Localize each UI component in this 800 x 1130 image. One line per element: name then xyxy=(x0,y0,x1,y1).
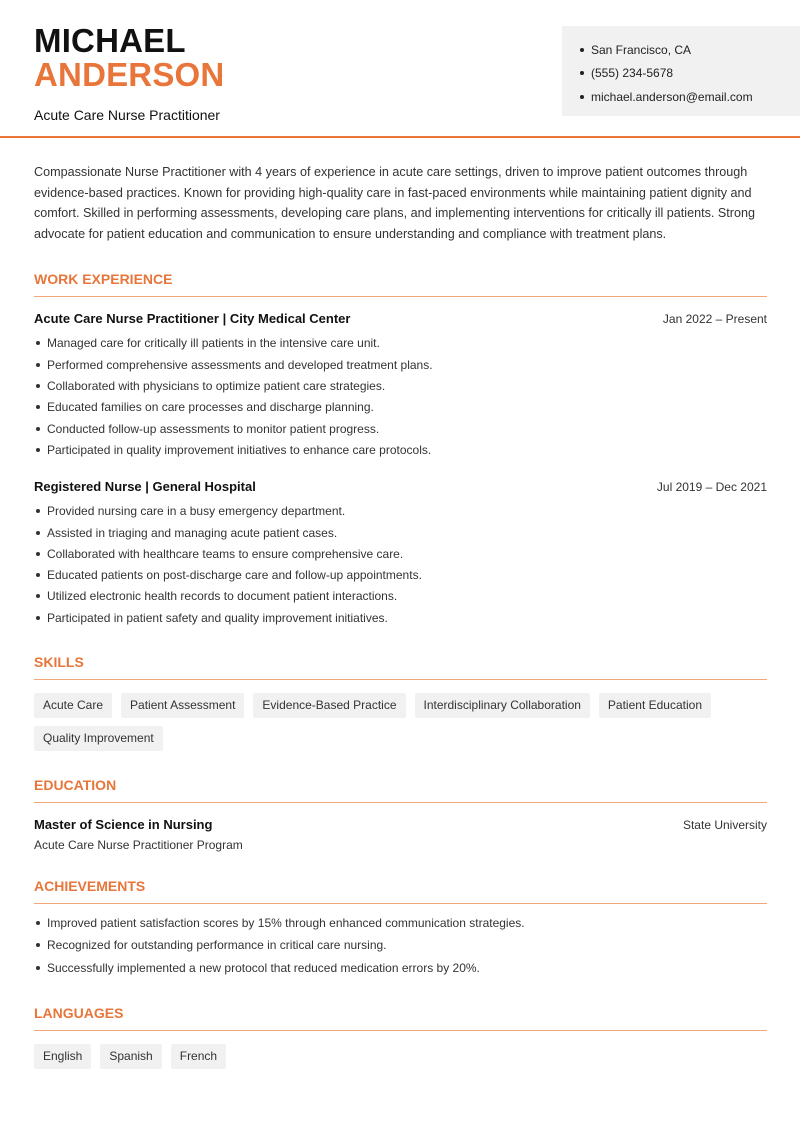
list-item xyxy=(34,607,767,628)
contact-location xyxy=(580,38,800,62)
list-item xyxy=(34,934,767,957)
list-item xyxy=(34,543,767,564)
bullet-text: Utilized electronic health records to document patient interactions. xyxy=(47,589,398,604)
achievement-text: Improved patient satisfaction scores by 15% through enhanced communication strategies. xyxy=(47,915,525,930)
bullet-text: Conducted follow-up assessments to monitor patient progress. xyxy=(47,421,380,436)
bullet-icon xyxy=(580,95,584,99)
language-chip: English xyxy=(34,1044,91,1069)
section-title-work: WORK EXPERIENCE xyxy=(34,271,767,297)
email-text: michael.anderson@email.com xyxy=(591,89,753,104)
skill-chip: Acute Care xyxy=(34,693,112,718)
achievement-text: Recognized for outstanding performance in critical care nursing. xyxy=(47,938,387,953)
bullet-icon xyxy=(36,363,40,367)
bullet-icon xyxy=(36,427,40,431)
bullet-icon xyxy=(36,921,40,925)
bullet-icon xyxy=(36,573,40,577)
degree: Master of Science in Nursing xyxy=(34,817,213,833)
achievements-list xyxy=(34,911,767,979)
list-item xyxy=(34,522,767,543)
professional-title: Acute Care Nurse Practitioner xyxy=(34,107,220,123)
job-dates: Jan 2022 – Present xyxy=(662,311,767,326)
list-item xyxy=(34,586,767,607)
job-header xyxy=(34,479,767,494)
bullet-text: Participated in quality improvement initiatives to enhance care protocols. xyxy=(47,442,432,457)
bullet-icon xyxy=(36,943,40,947)
list-item xyxy=(34,911,767,934)
section-title-education: EDUCATION xyxy=(34,777,767,803)
bullet-icon xyxy=(36,966,40,970)
bullet-icon xyxy=(36,616,40,620)
bullet-text: Collaborated with healthcare teams to ensure comprehensive care. xyxy=(47,546,404,561)
job-bullets xyxy=(34,501,767,629)
bullet-text: Educated patients on post-discharge care and follow-up appointments. xyxy=(47,568,422,583)
language-chip: French xyxy=(171,1044,226,1069)
list-item xyxy=(34,397,767,418)
section-title-achievements: ACHIEVEMENTS xyxy=(34,878,767,904)
skill-chip: Interdisciplinary Collaboration xyxy=(415,693,590,718)
skill-chip: Quality Improvement xyxy=(34,726,163,751)
bullet-text: Managed care for critically ill patients in the intensive care unit. xyxy=(47,336,380,351)
list-item xyxy=(34,418,767,439)
contact-box xyxy=(562,26,800,116)
bullet-icon xyxy=(36,594,40,598)
program: Acute Care Nurse Practitioner Program xyxy=(34,838,243,853)
list-item xyxy=(34,956,767,979)
list-item xyxy=(34,439,767,460)
school: State University xyxy=(682,818,767,833)
location-text: San Francisco, CA xyxy=(591,42,692,57)
bullet-icon xyxy=(36,384,40,388)
bullet-text: Provided nursing care in a busy emergency department. xyxy=(47,504,346,519)
job-bullets xyxy=(34,333,767,461)
skill-chip: Patient Education xyxy=(599,693,711,718)
list-item xyxy=(34,354,767,375)
phone-text: (555) 234-5678 xyxy=(591,66,674,81)
job-dates: Jul 2019 – Dec 2021 xyxy=(656,479,767,494)
skill-chip: Patient Assessment xyxy=(121,693,244,718)
skill-chip: Evidence-Based Practice xyxy=(253,693,405,718)
list-item xyxy=(34,564,767,585)
name-block xyxy=(34,24,224,123)
job-entry xyxy=(34,311,767,461)
bullet-icon xyxy=(36,405,40,409)
contact-email xyxy=(580,85,800,109)
list-item xyxy=(34,375,767,396)
section-title-skills: SKILLS xyxy=(34,654,767,680)
summary-paragraph: Compassionate Nurse Practitioner with 4 years of experience in acute care settings, driven to improve patient outcomes through evidence-based practices. Known for providing high-quality care in fast-paced environments while maintaining patient dignity and comfort. Skilled in performing assessments, developing care plans, and implementing interventions for critically ill patients. Strong advocate for patient education and communication to ensure understanding and compliance with treatment plans. xyxy=(34,165,755,242)
first-name: MICHAEL xyxy=(34,22,186,59)
bullet-icon xyxy=(580,71,584,75)
job-title: Registered Nurse | General Hospital xyxy=(34,478,256,494)
bullet-text: Educated families on care processes and discharge planning. xyxy=(47,400,374,415)
bullet-icon xyxy=(36,448,40,452)
section-title-languages: LANGUAGES xyxy=(34,1005,767,1031)
bullet-icon xyxy=(36,552,40,556)
job-title: Acute Care Nurse Practitioner | City Medical Center xyxy=(34,310,351,326)
education-entry xyxy=(34,817,767,852)
list-item xyxy=(34,501,767,522)
achievement-text: Successfully implemented a new protocol that reduced medication errors by 20%. xyxy=(47,960,480,975)
bullet-text: Assisted in triaging and managing acute patient cases. xyxy=(47,525,338,540)
bullet-icon xyxy=(36,341,40,345)
job-header xyxy=(34,311,767,326)
list-item xyxy=(34,333,767,354)
contact-phone xyxy=(580,62,800,86)
bullet-icon xyxy=(36,509,40,513)
bullet-icon xyxy=(580,48,584,52)
languages-list xyxy=(34,1044,767,1069)
resume-header xyxy=(0,0,800,138)
job-entry xyxy=(34,479,767,629)
last-name: ANDERSON xyxy=(34,56,225,93)
bullet-text: Participated in patient safety and quality improvement initiatives. xyxy=(47,610,388,625)
language-chip: Spanish xyxy=(100,1044,161,1069)
resume-body xyxy=(34,162,767,1069)
bullet-icon xyxy=(36,531,40,535)
education-header xyxy=(34,817,767,832)
bullet-text: Performed comprehensive assessments and developed treatment plans. xyxy=(47,357,433,372)
bullet-text: Collaborated with physicians to optimize patient care strategies. xyxy=(47,379,386,394)
skills-list xyxy=(34,693,767,751)
